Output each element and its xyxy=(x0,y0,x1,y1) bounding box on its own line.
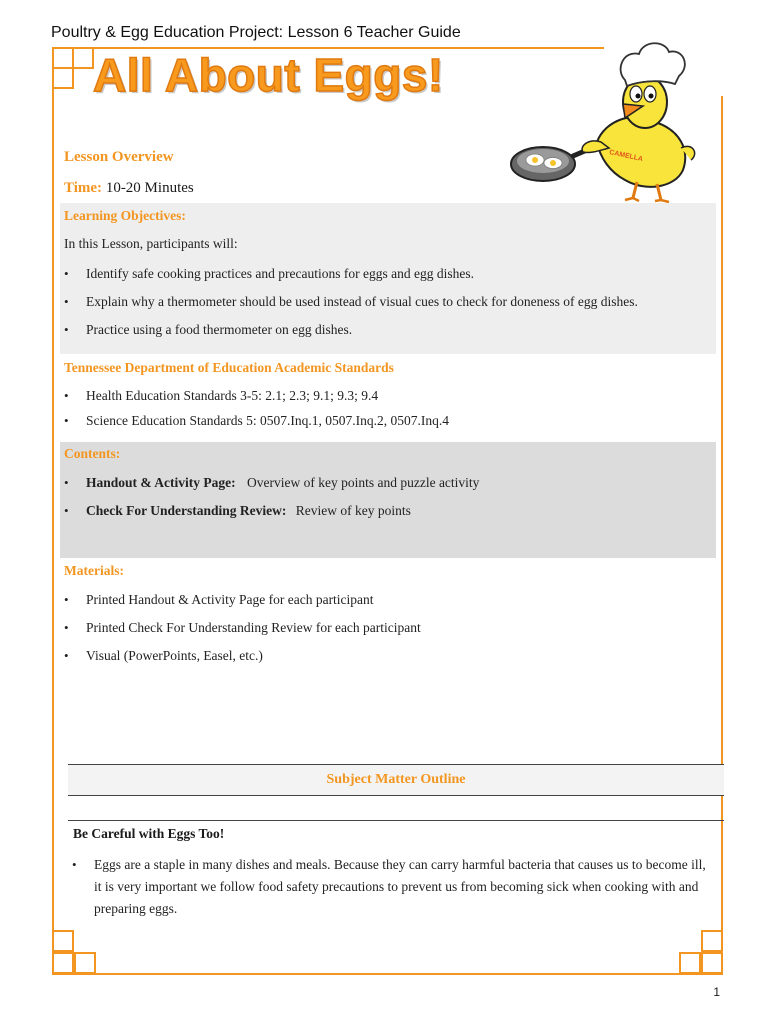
list-item: • Health Education Standards 3-5: 2.1; 2.3; 9.1; 9.3; 9.4 xyxy=(62,388,712,404)
list-item: • Printed Check For Understanding Review for each participant xyxy=(62,620,712,636)
mascot-shirt-text: CAMELLA xyxy=(608,149,644,164)
contents-list xyxy=(62,475,712,519)
section-divider xyxy=(68,820,724,821)
frame-left-line xyxy=(52,47,54,975)
page-number: 1 xyxy=(713,985,720,999)
frame-bottom-line xyxy=(52,973,723,975)
list-item xyxy=(62,503,712,519)
learning-objectives-list xyxy=(62,266,712,338)
time-label: Time: xyxy=(64,180,103,196)
list-item: • Printed Handout & Activity Page for each participant xyxy=(62,592,712,608)
list-item: • Eggs are a staple in many dishes and meals. Because they can carry harmful bacteria that causes us to become ill, it is very important we follow food safety precautions to prevent us from becoming sick when cooking with and preparing eggs. xyxy=(70,854,716,920)
contents-item-desc: Review of key points xyxy=(295,503,411,518)
list-item: • Practice using a food thermometer on egg dishes. xyxy=(62,322,712,338)
page-title: All About Eggs! xyxy=(93,49,444,101)
subject-matter-outline-heading: Subject Matter Outline xyxy=(68,764,724,796)
learning-objectives-intro: In this Lesson, participants will: xyxy=(64,236,238,251)
learning-objectives-heading: Learning Objectives: xyxy=(64,208,186,223)
time-value: 10-20 Minutes xyxy=(105,180,194,196)
standards-list xyxy=(62,388,712,429)
list-item: • Explain why a thermometer should be used instead of visual cues to check for doneness of egg dishes. xyxy=(62,294,712,310)
list-item xyxy=(62,475,712,491)
frame-right-line xyxy=(721,96,723,975)
lesson-overview-heading: Lesson Overview xyxy=(64,149,174,165)
materials-heading: Materials: xyxy=(64,563,124,578)
contents-item-label: Check For Understanding Review: xyxy=(86,503,287,518)
standards-heading: Tennessee Department of Education Academic Standards xyxy=(64,360,394,375)
contents-item-desc: Overview of key points and puzzle activity xyxy=(247,475,480,490)
document-header: Poultry & Egg Education Project: Lesson 6 Teacher Guide xyxy=(51,24,461,41)
materials-list xyxy=(62,592,712,664)
outline-list xyxy=(70,854,716,920)
time-row xyxy=(64,180,194,197)
list-item: • Identify safe cooking practices and precautions for eggs and egg dishes. xyxy=(62,266,712,282)
outline-section-title: Be Careful with Eggs Too! xyxy=(73,826,225,841)
list-item: • Science Education Standards 5: 0507.Inq.1, 0507.Inq.2, 0507.Inq.4 xyxy=(62,413,712,429)
contents-item-label: Handout & Activity Page: xyxy=(86,475,236,490)
list-item: • Visual (PowerPoints, Easel, etc.) xyxy=(62,648,712,664)
contents-heading: Contents: xyxy=(64,446,121,461)
chick-chef-mascot-illustration xyxy=(505,30,705,205)
